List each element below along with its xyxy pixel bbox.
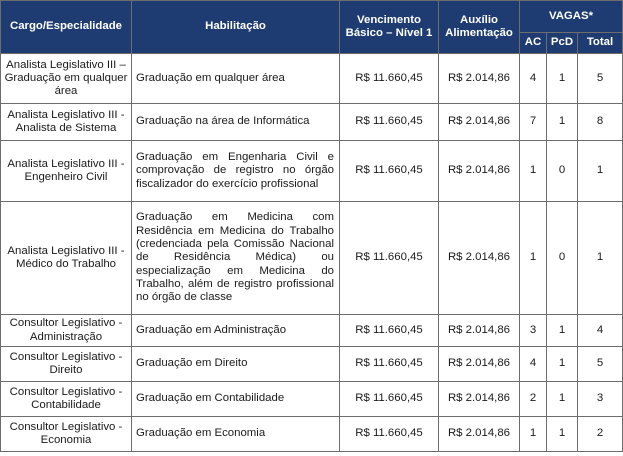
- table-row: [1, 417, 623, 452]
- cell-pcd: 1: [547, 315, 578, 347]
- cell-auxilio: R$ 2.014,86: [439, 54, 520, 104]
- cell-total: 1: [578, 141, 623, 202]
- table-row: [1, 315, 623, 347]
- cell-habilitacao: Graduação em Engenharia Civil e comprovação de registro no órgão fiscalizador do exercício profissional: [132, 141, 340, 202]
- cell-auxilio: R$ 2.014,86: [439, 104, 520, 141]
- cell-ac: 4: [520, 347, 547, 382]
- cell-ac: 4: [520, 54, 547, 104]
- cell-total: 1: [578, 202, 623, 315]
- table-row: [1, 54, 623, 104]
- cell-habilitacao: Graduação em qualquer área: [132, 54, 340, 104]
- cell-auxilio: R$ 2.014,86: [439, 347, 520, 382]
- cell-pcd: 1: [547, 382, 578, 417]
- cell-vencimento: R$ 11.660,45: [340, 141, 439, 202]
- cell-total: 4: [578, 315, 623, 347]
- cell-pcd: 0: [547, 202, 578, 315]
- table-row: [1, 141, 623, 202]
- cell-auxilio: R$ 2.014,86: [439, 202, 520, 315]
- cell-habilitacao: Graduação em Direito: [132, 347, 340, 382]
- cell-pcd: 0: [547, 141, 578, 202]
- cell-vencimento: R$ 11.660,45: [340, 202, 439, 315]
- cell-auxilio: R$ 2.014,86: [439, 141, 520, 202]
- cell-vencimento: R$ 11.660,45: [340, 104, 439, 141]
- cell-ac: 7: [520, 104, 547, 141]
- header-auxilio: Auxílio Alimentação: [439, 1, 520, 54]
- header-vagas: VAGAS*: [520, 1, 623, 33]
- header-ac: AC: [520, 33, 547, 54]
- cell-habilitacao: Graduação em Medicina com Residência em Medicina do Trabalho (credenciada pela Comissão Nacional de Residência Médica) ou especialização em Medicina do Trabalho, além de registro profissional no órgão de classe: [132, 202, 340, 315]
- cell-habilitacao: Graduação na área de Informática: [132, 104, 340, 141]
- header-cargo: Cargo/Especialidade: [1, 1, 132, 54]
- cell-pcd: 1: [547, 417, 578, 452]
- cell-cargo: Consultor Legislativo - Direito: [1, 347, 132, 382]
- cell-pcd: 1: [547, 54, 578, 104]
- cell-habilitacao: Graduação em Administração: [132, 315, 340, 347]
- cell-cargo: Consultor Legislativo - Administração: [1, 315, 132, 347]
- cell-cargo: Analista Legislativo III – Graduação em qualquer área: [1, 54, 132, 104]
- cell-pcd: 1: [547, 347, 578, 382]
- cell-ac: 1: [520, 202, 547, 315]
- cell-cargo: Analista Legislativo III - Analista de Sistema: [1, 104, 132, 141]
- cell-auxilio: R$ 2.014,86: [439, 417, 520, 452]
- table-row: [1, 104, 623, 141]
- cell-cargo: Analista Legislativo III - Engenheiro Civil: [1, 141, 132, 202]
- cell-vencimento: R$ 11.660,45: [340, 382, 439, 417]
- header-total: Total: [578, 33, 623, 54]
- cell-vencimento: R$ 11.660,45: [340, 315, 439, 347]
- cell-ac: 3: [520, 315, 547, 347]
- cell-cargo: Consultor Legislativo - Contabilidade: [1, 382, 132, 417]
- table-row: [1, 202, 623, 315]
- cell-cargo: Consultor Legislativo - Economia: [1, 417, 132, 452]
- cell-auxilio: R$ 2.014,86: [439, 382, 520, 417]
- cell-ac: 1: [520, 417, 547, 452]
- cell-habilitacao: Graduação em Economia: [132, 417, 340, 452]
- header-habilitacao: Habilitação: [132, 1, 340, 54]
- table-row: [1, 382, 623, 417]
- cell-habilitacao: Graduação em Contabilidade: [132, 382, 340, 417]
- cell-pcd: 1: [547, 104, 578, 141]
- cell-vencimento: R$ 11.660,45: [340, 417, 439, 452]
- cell-vencimento: R$ 11.660,45: [340, 54, 439, 104]
- header-pcd: PcD: [547, 33, 578, 54]
- cell-auxilio: R$ 2.014,86: [439, 315, 520, 347]
- cell-cargo: Analista Legislativo III - Médico do Trabalho: [1, 202, 132, 315]
- table-row: [1, 347, 623, 382]
- cell-total: 3: [578, 382, 623, 417]
- cell-total: 5: [578, 347, 623, 382]
- cell-ac: 1: [520, 141, 547, 202]
- cell-total: 5: [578, 54, 623, 104]
- cell-vencimento: R$ 11.660,45: [340, 347, 439, 382]
- cell-total: 8: [578, 104, 623, 141]
- cell-ac: 2: [520, 382, 547, 417]
- header-vencimento: Vencimento Básico – Nível 1: [340, 1, 439, 54]
- cell-total: 2: [578, 417, 623, 452]
